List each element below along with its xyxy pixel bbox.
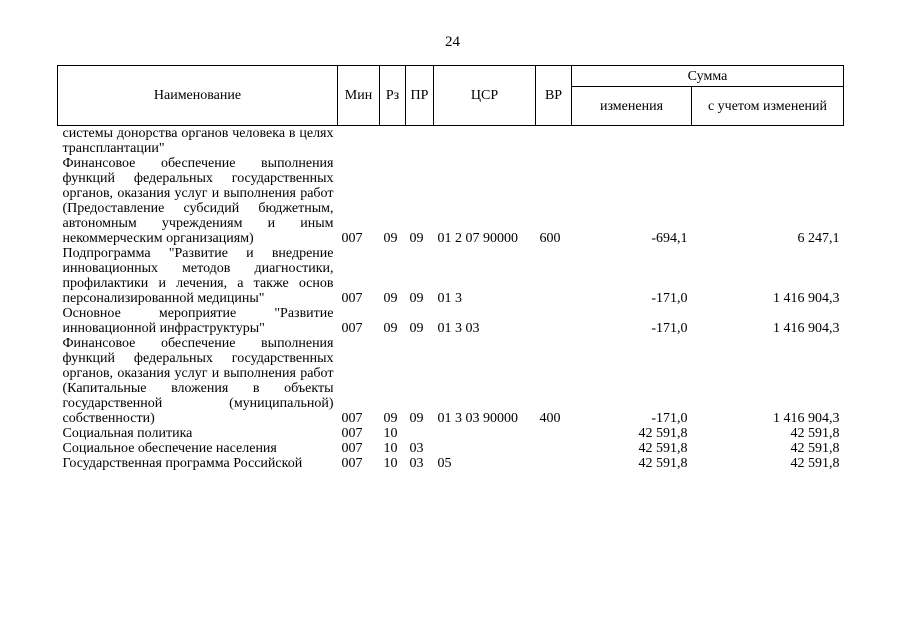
cell-pr: 03 [409, 441, 424, 456]
table-row [58, 246, 844, 306]
header-name: Наименование [58, 66, 338, 126]
cell-rz: 10 [383, 441, 398, 456]
cell-name: Финансовое обеспечение выполнения функций федеральных государственных органов, оказания услуг и выполнения работ (Капитальные вложения в объекты государственной (муниципальной) собственности) [62, 336, 334, 426]
cell-rz [380, 126, 406, 157]
cell-pr: 09 [409, 231, 424, 246]
cell-change [572, 126, 692, 157]
cell-total: 1 416 904,3 [773, 321, 840, 336]
cell-name: Социальное обеспечение населения [62, 441, 277, 456]
cell-vr [536, 456, 572, 471]
cell-vr [536, 246, 572, 306]
cell-pr: 03 [409, 456, 424, 471]
cell-vr: 600 [539, 231, 561, 246]
cell-csr: 01 3 03 90000 [437, 411, 518, 426]
cell-change: -171,0 [651, 411, 688, 426]
cell-csr: 01 2 07 90000 [437, 231, 518, 246]
cell-min [338, 126, 380, 157]
cell-total: 1 416 904,3 [773, 291, 840, 306]
cell-vr [536, 306, 572, 336]
table-row [58, 336, 844, 426]
cell-min: 007 [341, 231, 363, 246]
cell-pr: 09 [409, 411, 424, 426]
cell-pr [406, 126, 434, 157]
cell-vr [536, 441, 572, 456]
header-pr: ПР [406, 66, 434, 126]
cell-name: Подпрограмма "Развитие и внедрение инновационных методов диагностики, профилактики и лечения, а также основ персонализированной медицины" [62, 246, 334, 306]
cell-total: 42 591,8 [790, 456, 840, 471]
table-header [58, 66, 844, 126]
cell-total: 6 247,1 [797, 231, 840, 246]
cell-total: 42 591,8 [790, 441, 840, 456]
cell-name: Финансовое обеспечение выполнения функций федеральных государственных органов, оказания услуг и выполнения работ (Предоставление субсидий бюджетным, автономным учреждениям и иным некоммерческим организациям) [62, 156, 334, 246]
cell-vr [536, 426, 572, 441]
header-csr: ЦСР [434, 66, 536, 126]
cell-change: -171,0 [651, 291, 688, 306]
table-row [58, 426, 844, 441]
cell-csr: 05 [437, 456, 452, 471]
cell-change: 42 591,8 [638, 426, 688, 441]
cell-pr [406, 426, 434, 441]
table-row [58, 306, 844, 336]
table-row [58, 156, 844, 246]
cell-vr [536, 126, 572, 157]
table-row [58, 456, 844, 471]
cell-rz: 10 [383, 426, 398, 441]
header-total: с учетом изменений [692, 87, 844, 126]
cell-name: Социальная политика [62, 426, 193, 441]
cell-pr: 09 [409, 321, 424, 336]
cell-csr [434, 426, 536, 441]
cell-rz: 09 [383, 231, 398, 246]
cell-min: 007 [341, 441, 363, 456]
cell-min: 007 [341, 426, 363, 441]
header-change: изменения [572, 87, 692, 126]
cell-change: 42 591,8 [638, 441, 688, 456]
budget-table [57, 65, 844, 471]
table-body [58, 126, 844, 472]
header-rz: Рз [380, 66, 406, 126]
cell-name: системы донорства органов человека в целях трансплантации" [62, 126, 334, 156]
cell-csr [434, 126, 536, 157]
table-row [58, 441, 844, 456]
cell-csr [434, 441, 536, 456]
cell-pr: 09 [409, 291, 424, 306]
cell-change: 42 591,8 [638, 456, 688, 471]
cell-min: 007 [341, 321, 363, 336]
header-sum: Сумма [572, 66, 844, 87]
cell-change: -694,1 [651, 231, 688, 246]
cell-csr: 01 3 03 [437, 321, 480, 336]
table-row [58, 126, 844, 157]
cell-csr: 01 3 [437, 291, 462, 306]
cell-total: 42 591,8 [790, 426, 840, 441]
cell-rz: 09 [383, 291, 398, 306]
header-vr: ВР [536, 66, 572, 126]
cell-vr: 400 [539, 411, 561, 426]
cell-rz: 09 [383, 321, 398, 336]
cell-total [692, 126, 844, 157]
cell-min: 007 [341, 456, 363, 471]
header-min: Мин [338, 66, 380, 126]
cell-name: Основное мероприятие "Развитие инновационной инфраструктуры" [62, 306, 334, 336]
page-number: 24 [445, 34, 460, 50]
cell-change: -171,0 [651, 321, 688, 336]
cell-min: 007 [341, 291, 363, 306]
cell-name: Государственная программа Российской [62, 456, 303, 471]
cell-total: 1 416 904,3 [773, 411, 840, 426]
cell-min: 007 [341, 411, 363, 426]
cell-rz: 10 [383, 456, 398, 471]
cell-rz: 09 [383, 411, 398, 426]
